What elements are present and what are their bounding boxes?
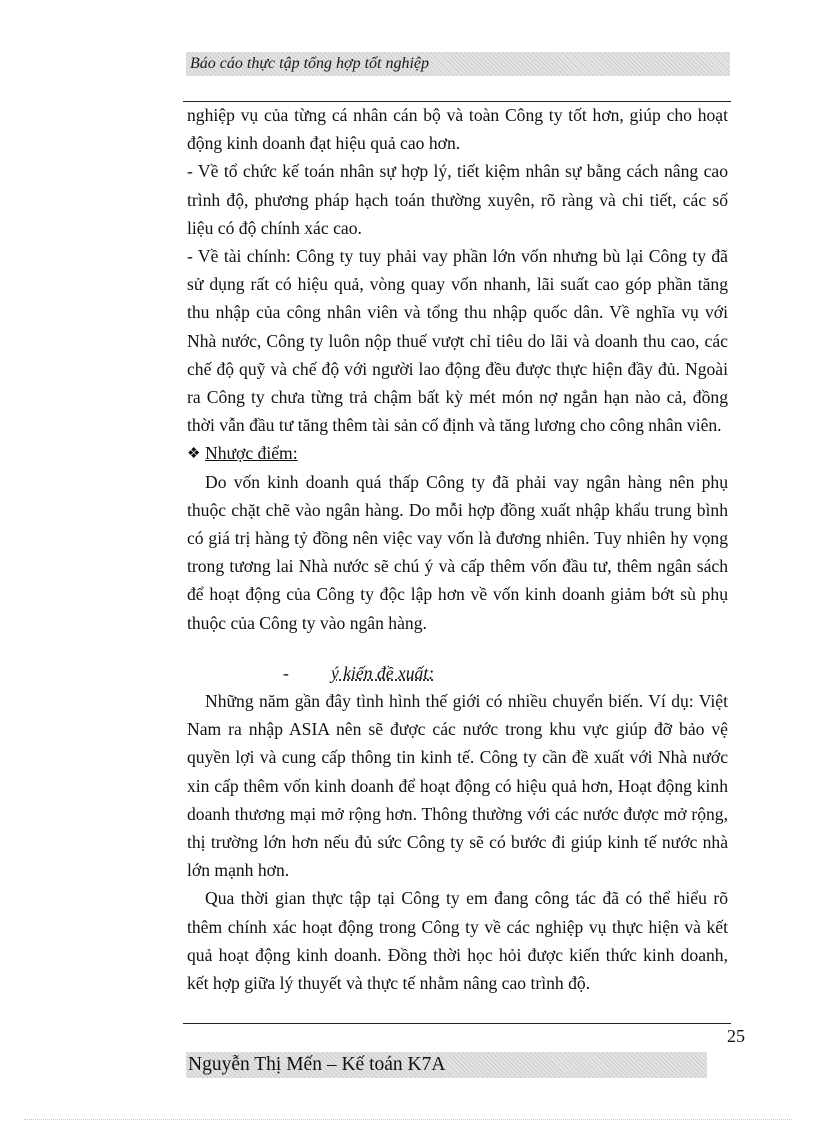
- page-number: 25: [727, 1026, 745, 1046]
- intro-paragraph: nghiệp vụ của từng cá nhân cán bộ và toàn Công ty tốt hơn, giúp cho hoạt động kinh doanh đạt hiệu quả cao hơn.: [187, 105, 728, 154]
- page-bottom-edge: [24, 1119, 792, 1120]
- accounting-bullet: - Về tổ chức kế toán nhân sự hợp lý, tiết kiệm nhân sự bằng cách nâng cao trình độ, phương pháp hạch toán thường xuyên, rõ ràng và chi tiết, các số liệu có độ chính xác cao.: [187, 161, 728, 238]
- section-spacer: [187, 637, 728, 659]
- page-header: [186, 52, 730, 76]
- header-title: Báo cáo thực tập tổng hợp tốt nghiệp: [190, 55, 430, 72]
- weakness-paragraph: Do vốn kinh doanh quá thấp Công ty đã phải vay ngân hàng nên phụ thuộc chặt chẽ vào ngân hàng. Do mỗi hợp đồng xuất nhập khẩu trung bình có giá trị hàng tỷ đồng nên việc vay vốn là đương nhiên. Tuy nhiên hy vọng trong tương lai Nhà nước sẽ chú ý và cấp thêm vốn đầu tư, thêm ngân sách để hoạt động của Công ty độc lập hơn về vốn kinh doanh giảm bớt sù phụ thuộc của Công ty vào ngân hàng.: [187, 471, 728, 633]
- weakness-title: Nhược điểm:: [205, 443, 298, 464]
- proposal-dash: -: [283, 662, 289, 683]
- proposal-title: ý kiến đề xuất:: [331, 662, 435, 683]
- proposal-paragraph-1: Những năm gần đây tình hình thế giới có nhiều chuyển biến. Ví dụ: Việt Nam ra nhập ASIA nên sẽ được các nước trong khu vực giúp đỡ bảo vệ quyền lợi và cung cấp thông tin kinh tế. Công ty cần đề xuất với Nhà nước xin cấp thêm vốn kinh doanh để hoạt động có hiệu quả hơn, Hoạt động kinh doanh thương mại mở rộng hơn. Thông thường với các nước được mở rộng, thị trường lớn hơn nếu đủ sức Công ty sẽ có bước đi giúp kinh tế nước nhà lớn mạnh hơn.: [187, 691, 728, 881]
- footer-divider: [183, 1023, 731, 1024]
- proposal-heading: [283, 659, 728, 687]
- page-footer: [186, 1052, 707, 1078]
- footer-author: Nguyễn Thị Mến – Kế toán K7A: [188, 1054, 446, 1075]
- finance-bullet: - Về tài chính: Công ty tuy phải vay phần lớn vốn nhưng bù lại Công ty đã sử dụng rất có hiệu quả, vòng quay vốn nhanh, lãi suất cao góp phần tăng thu nhập của công nhân viên và tổng thu nhập quốc dân. Về nghĩa vụ với Nhà nước, Công ty luôn nộp thuế vượt chỉ tiêu do lãi và doanh thu cao, các chế độ quỹ và chế độ với người lao động đều được thực hiện đầy đủ. Ngoài ra Công ty chưa từng trả chậm bất kỳ mét món nợ ngắn hạn nào cả, đồng thời vẫn đầu tư tăng thêm tài sản cố định và tăng lương cho công nhân viên.: [187, 246, 728, 436]
- diamond-bullet-icon: ❖: [187, 445, 201, 462]
- proposal-paragraph-2: Qua thời gian thực tập tại Công ty em đang công tác đã có thể hiểu rõ thêm chính xác hoạt động trong Công ty về các nghiệp vụ thực hiện và kết quả hoạt động kinh doanh. Đồng thời học hỏi được kiến thức kinh doanh, kết hợp giữa lý thuyết và thực tế nhằm nâng cao trình độ.: [187, 888, 728, 994]
- weakness-heading: [187, 439, 728, 467]
- document-body: [187, 101, 728, 997]
